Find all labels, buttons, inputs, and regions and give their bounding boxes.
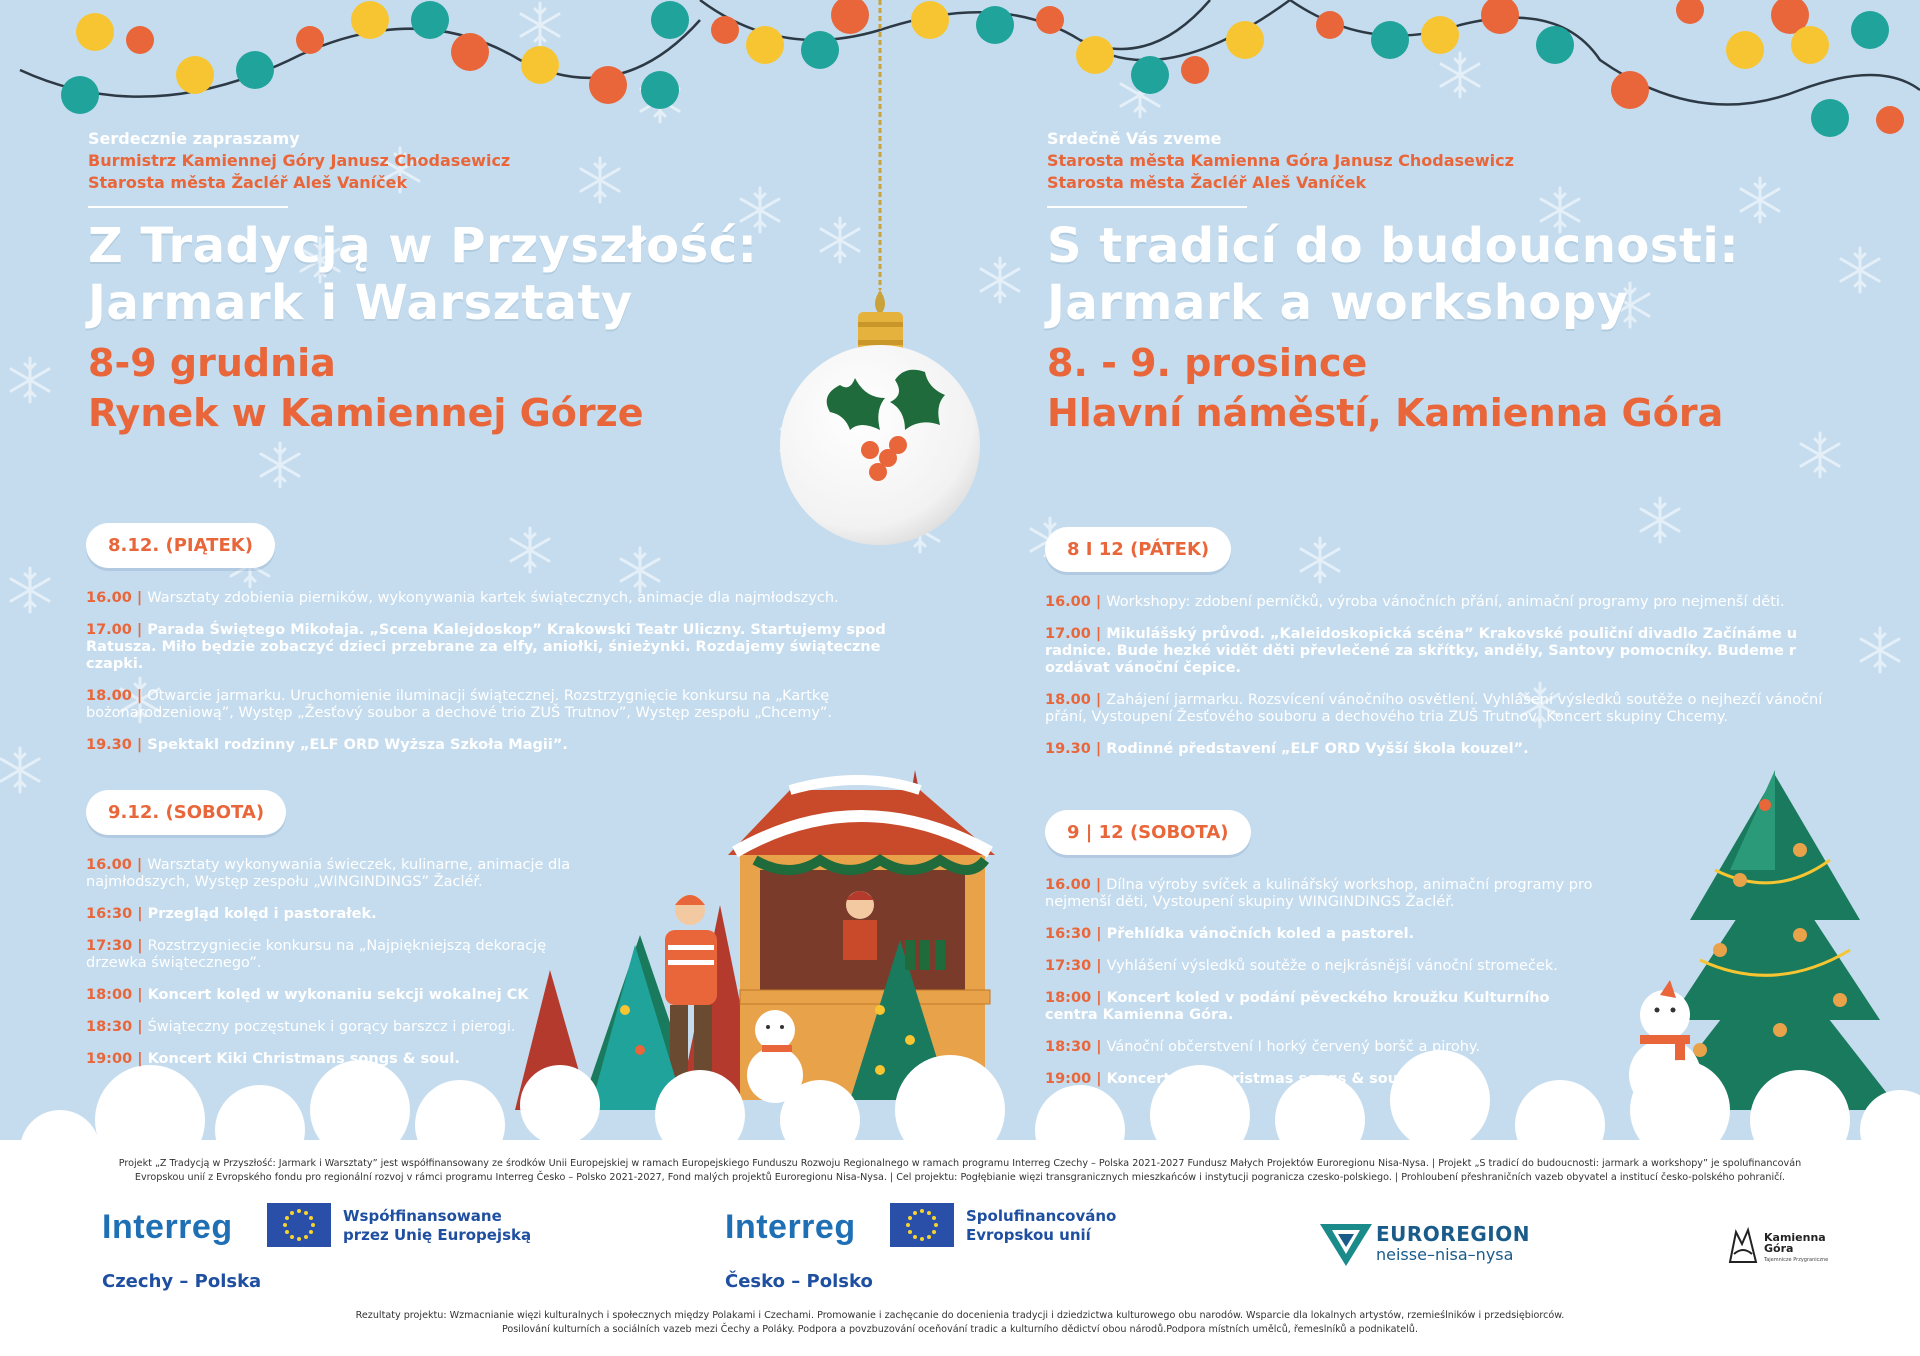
- schedule-list: [86, 590, 906, 754]
- schedule-item: 18:30 | Świąteczny poczęstunek i gorący barszcz i pierogi.: [86, 1019, 516, 1035]
- invitation-line: Srdečně Vás zveme: [1047, 129, 1222, 148]
- interreg-logo: Interreg: [725, 1208, 856, 1246]
- divider: [88, 206, 288, 208]
- invitation-line: Serdecznie zapraszamy: [88, 129, 300, 148]
- schedule-item: 17.00 | Parada Świętego Mikołaja. „Scena Kalejdoskop” Krakowski Teatr Uliczny. Startujemy spod Ratusza. Miło będzie zobaczyć dzieci przebrane za elfy, aniołki, śnieżynki. Rozdajemy świąteczne czapki.: [86, 622, 886, 672]
- schedule-item: 18:30 | Vánoční občerstvení I horký červený boršč a pirohy.: [1045, 1039, 1481, 1055]
- schedule-item: 16.00 | Warsztaty zdobienia pierników, wykonywania kartek świątecznych, animacje dla najmłodszych.: [86, 590, 839, 606]
- schedule-item: 18.00 | Zahájení jarmarku. Rozsvícení vánočního osvětlení. Vyhlášení výsledků soutěže o nejhezčí vánoční přání, Vystoupení Žesťového souboru a dechového tria ZUŠ Trutnov, Koncert skupiny Chcemy.: [1045, 692, 1823, 725]
- euroregion-logo: [1320, 1220, 1372, 1268]
- title-line: Z Tradycją w Przyszłość:: [88, 218, 758, 274]
- eu-flag-icon: [267, 1203, 331, 1247]
- day-2-pl: [86, 790, 606, 1083]
- schedule-item: 16.00 | Workshopy: zdobení perníčků, výroba vánočních přání, animační programy pro nejmenší děti.: [1045, 594, 1785, 610]
- day-1-pl: [86, 523, 906, 769]
- date-place: [88, 338, 908, 438]
- event-date: 8. - 9. prosince: [1047, 341, 1368, 385]
- host-line: Starosta města Kamienna Góra Janusz Chodasewicz: [1047, 151, 1514, 170]
- day-badge: 9 | 12 (SOBOTA): [1045, 810, 1251, 855]
- title-line: Jarmark i Warsztaty: [88, 275, 633, 331]
- event-title: [88, 218, 908, 332]
- host-line: Burmistrz Kamiennej Góry Janusz Chodasewicz: [88, 151, 511, 170]
- schedule-item: 18:00 | Koncert kolęd w wykonaniu sekcji wokalnej CK: [86, 987, 529, 1003]
- host-line: Starosta města Žacléř Aleš Vaníček: [1047, 173, 1367, 192]
- hosts-pl: [88, 128, 908, 194]
- date-place: [1047, 338, 1877, 438]
- schedule-item: 17:30 | Rozstrzygniecie konkursu na „Najpiękniejszą dekorację drzewka świątecznego”.: [86, 938, 547, 971]
- schedule-list: [86, 857, 606, 1068]
- schedule-item: 16:30 | Przegląd kolęd i pastorałek.: [86, 906, 377, 922]
- event-date: 8-9 grudnia: [88, 341, 336, 385]
- cofinancing-text: [966, 1207, 1116, 1245]
- day-badge: 9.12. (SOBOTA): [86, 790, 286, 835]
- schedule-item: 17:30 | Vyhlášení výsledků soutěže o nejkrásnější vánoční stromeček.: [1045, 958, 1558, 974]
- day-1-cz: [1045, 527, 1865, 773]
- day-2-cz: [1045, 810, 1605, 1103]
- event-title: [1047, 218, 1877, 332]
- schedule-item: 16.00 | Warsztaty wykonywania świeczek, kulinarne, animacje dla najmłodszych, Występ zespołu „WINGINDINGS” Žacléř.: [86, 857, 571, 890]
- interreg-logo: Interreg: [102, 1208, 233, 1246]
- schedule-item: 16.00 | Dílna výroby svíček a kulinářský workshop, animační programy pro nejmenší děti, Vystoupení skupiny WINGINDINGS Žacléř.: [1045, 877, 1593, 910]
- czech-column: [1047, 128, 1877, 438]
- schedule-item: 19:00 | Koncert Kiki Christmas songs & soul.: [1045, 1071, 1409, 1087]
- garland-lights: [20, 0, 1920, 137]
- schedule-item: 19:00 | Koncert Kiki Christmans songs & soul.: [86, 1051, 460, 1067]
- schedule-item: 17.00 | Mikulášský průvod. „Kaleidoskopická scéna” Krakovské pouliční divadlo Začínáme u radnice. Bude hezké vidět děti převlečené za skřítky, anděly, Santovy pomocníky. Budeme r ozdávat vánoční čepice.: [1045, 626, 1798, 676]
- kamienna-gora-name: [1764, 1232, 1826, 1254]
- schedule-item: 19.30 | Spektakl rodzinny „ELF ORD Wyższa Szkoła Magii”.: [86, 737, 568, 753]
- program-region: Czechy – Polska: [102, 1271, 262, 1292]
- kamienna-gora-sub: Tajemnicze Przygraniczne: [1764, 1257, 1829, 1263]
- cofin-line: Evropskou unií: [966, 1226, 1091, 1244]
- kg-line: Góra: [1764, 1242, 1794, 1255]
- day-badge: 8.12. (PIĄTEK): [86, 523, 275, 568]
- schedule-item: 16:30 | Přehlídka vánočních koled a pastorel.: [1045, 926, 1415, 942]
- schedule-item: 18.00 | Otwarcie jarmarku. Uruchomienie iluminacji świątecznej. Rozstrzygnięcie konkursu na „Kartkę bożonarodzeniową”, Występ „Žesťový soubor a dechové trio ZUŠ Trutnov”, Występ zespołu „Chcemy”.: [86, 688, 833, 721]
- results-line: Rezultaty projektu: Wzmacnianie więzi kulturalnych i społecznych między Polakami i Czechami. Promowanie i zachęcanie do docenienia tradycji i dziedzictwa kulturowego obu narodów. Wsparcie dla lokalnych artystów, rzemieślników i przedsiębiorców.: [355, 1310, 1565, 1321]
- euroregion-name: EUROREGION: [1376, 1222, 1530, 1246]
- cofin-line: przez Unię Europejską: [343, 1226, 532, 1244]
- divider: [1047, 206, 1247, 208]
- cofin-line: Współfinansowane: [343, 1207, 502, 1225]
- title-line: S tradicí do budoucnosti:: [1047, 218, 1740, 274]
- results-line: Posilování kulturních a sociálních vazeb mezi Čechy a Poláky. Podpora a povzbuzování oceňování tradic a kulturního dědictví obou národů.Podpora místních umělců, řemeslníků a podnikatelů.: [501, 1324, 1419, 1335]
- euroregion-sub: neisse–nisa–nysa: [1376, 1245, 1514, 1264]
- host-line: Starosta města Žacléř Aleš Vaníček: [88, 173, 408, 192]
- funding-note: [40, 1157, 1880, 1185]
- funding-line: Projekt „Z Tradycją w Przyszłość: Jarmark i Warsztaty” jest współfinansowany ze środków Unii Europejskiej w ramach Europejskiego Funduszu Rozwoju Regionalnego w ramach programu Interreg Czechy – Polska 2021-2027 Fundusz Małych Projektów Euroregionu Nisa-Nysa. | Projekt „S tradicí do budoucnosti: jarmark a workshopy” je spolufinancován: [118, 1158, 1802, 1169]
- title-line: Jarmark a workshopy: [1047, 275, 1629, 331]
- event-place: Hlavní náměstí, Kamienna Góra: [1047, 391, 1724, 435]
- kamienna-gora-logo: [1726, 1226, 1760, 1266]
- schedule-list: [1045, 594, 1865, 758]
- event-place: Rynek w Kamiennej Górze: [88, 391, 644, 435]
- cofinancing-text: [343, 1207, 531, 1245]
- polish-column: [88, 128, 908, 438]
- hosts-cz: [1047, 128, 1877, 194]
- eu-flag-icon: [890, 1203, 954, 1247]
- schedule-item: 19.30 | Rodinné představení „ELF ORD Vyšší škola kouzel”.: [1045, 741, 1529, 757]
- project-results: [140, 1309, 1780, 1337]
- program-region: Česko – Polsko: [725, 1271, 873, 1292]
- kg-line: Kamienna: [1764, 1231, 1826, 1244]
- day-badge: 8 I 12 (PÁTEK): [1045, 527, 1231, 572]
- funding-line: Evropskou unií z Evropského fondu pro regionální rozvoj v rámci programu Interreg Česko – Polsko 2021-2027, Fond malých projektů Euroregionu Nisa-Nysa. | Cel projektu: Pogłębianie więzi transgranicznych mieszkańców i instytucji pogranicza czesko-polskiego. | Prohloubení přeshraničních vazeb obyvatel a institucí česko-polského pohraničí.: [134, 1172, 1786, 1183]
- schedule-item: 18:00 | Koncert koled v podání pěveckého kroužku Kulturního centra Kamienna Góra.: [1045, 990, 1550, 1023]
- schedule-list: [1045, 877, 1605, 1088]
- cofin-line: Spolufinancováno: [966, 1207, 1117, 1225]
